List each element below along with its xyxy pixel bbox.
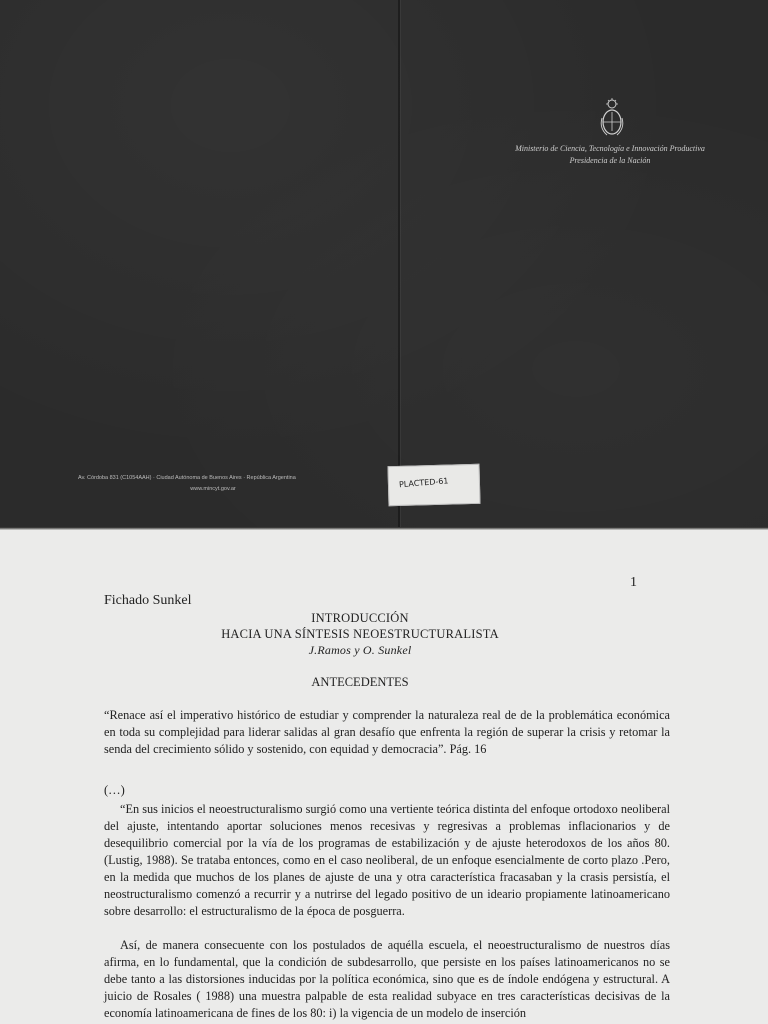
ministry-name (500, 143, 720, 167)
argentina-coat-of-arms-icon (599, 98, 625, 138)
ministry-line-2: Presidencia de la Nación (569, 156, 651, 165)
catalog-sticker-text: PLACTED-61 (398, 476, 449, 490)
paragraph-quote: “Renace así el imperativo histórico de estudiar y comprender la naturaleza real de de la problemática económica en toda su complejidad para liderar salidas al gran desafío que enfrenta la región de superar la crisis y retomar la senda del crecimiento sólido y sostenido, con equidad y democracia”. Pág. 16 (104, 708, 670, 756)
cover-fold-highlight (400, 0, 401, 527)
paragraph-origins: “En sus inicios el neoestructuralismo surgió como una vertiente teórica distinta del enfoque ortodoxo neoliberal del ajuste, intentando aportar soluciones menos recesivas y regresivas a problemas inflacionarios y de desequilibrio comercial por la vía de los programas de estabilización y de ajuste heterodoxos de los años 80. (Lustig, 1988). Se trataba entonces, como en el caso neoliberal, de un enfoque esencialmente de corto plazo .Pero, en la medida que muchos de los planes de ajuste de una y otra característica fracasaban y la crasis persistía, el neostructuralismo comenzó a recurrir y a nutrirse del legado positivo de un ideario propiamente latinoamericano sobre desarrollo: el estructuralismo de la época de posguerra. (104, 802, 670, 918)
cover-address (78, 473, 338, 495)
address-text: Av. Córdoba 831 (C1054AAH) · Ciudad Autónoma de Buenos Aires · República Argentina (78, 475, 296, 481)
document-title: INTRODUCCIÓN (311, 611, 409, 625)
website-url: www.mincyt.gov.ar (190, 486, 236, 492)
ministry-line-1: Ministerio de Ciencia, Tecnología e Innovación Productiva (515, 144, 705, 153)
catalog-sticker (387, 464, 480, 506)
paragraph-structural: Así, de manera consecuente con los postulados de aquélla escuela, el neoestructuralismo de nuestros días afirma, en lo fundamental, que la condición de subdesarrollo, que persiste en los países latinoamericanos no se debe tanto a las distorsiones inducidas por la política económica, sino que es de índole endógena y estructural. A juicio de Rosales ( 1988) una muestra palpable de esta realidad subyace en tres características decisivas de la economía latinoamericana de fines de los 80: i) la vigencia de un modelo de inserción (104, 938, 670, 1020)
document-page (0, 530, 768, 1024)
document-subtitle: HACIA UNA SÍNTESIS NEOESTRUCTURALISTA (221, 627, 499, 641)
section-heading: ANTECEDENTES (311, 675, 409, 689)
document-heading (180, 610, 540, 658)
document-label: Fichado Sunkel (104, 593, 192, 608)
page-number: 1 (630, 575, 637, 590)
ellipsis-marker: (…) (104, 783, 125, 797)
document-authors: J.Ramos y O. Sunkel (308, 643, 412, 657)
